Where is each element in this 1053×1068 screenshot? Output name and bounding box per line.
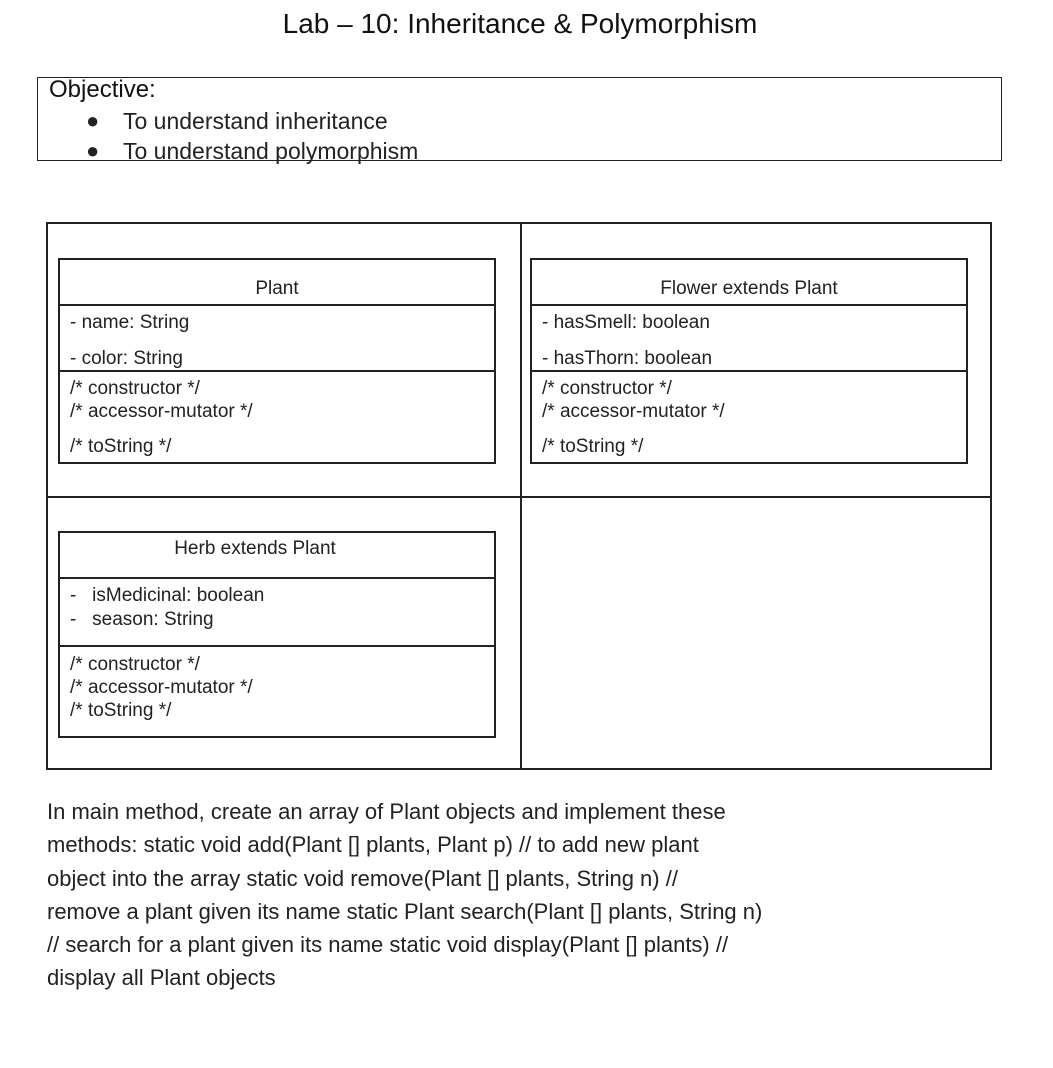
objective-item — [86, 136, 418, 166]
instructions-paragraph — [47, 795, 847, 995]
uml-class-plant — [58, 258, 496, 464]
instruction-line: // search for a plant given its name static void display(Plant [] plants) // — [47, 932, 729, 958]
instruction-line: display all Plant objects — [47, 965, 276, 991]
objective-heading: Objective: — [49, 76, 156, 103]
instruction-line: methods: static void add(Plant [] plants, Plant p) // to add new plant — [47, 832, 699, 858]
uml-class-flower — [530, 258, 968, 464]
uml-class-name-section — [532, 260, 966, 304]
uml-attribute: - season: String — [70, 609, 214, 630]
uml-method: /* accessor-mutator */ — [70, 401, 253, 422]
uml-class-name: Plant — [255, 278, 299, 299]
uml-method: /* constructor */ — [542, 378, 672, 399]
uml-attribute: - color: String — [70, 348, 183, 369]
instruction-line: object into the array static void remove(Plant [] plants, String n) // — [47, 865, 678, 891]
instruction-line: remove a plant given its name static Plant search(Plant [] plants, String n) — [47, 898, 763, 924]
uml-attributes-section — [532, 304, 966, 372]
bullet-icon: ● — [86, 108, 100, 133]
objective-item — [86, 106, 418, 136]
uml-methods-section — [60, 370, 494, 462]
objective-list — [86, 106, 418, 166]
objective-item-text: To understand inheritance — [123, 108, 388, 134]
empty-table-cell — [522, 498, 990, 768]
uml-class-herb — [58, 531, 496, 738]
uml-attribute: - hasThorn: boolean — [542, 348, 713, 369]
objective-box — [37, 76, 1002, 164]
uml-class-name-section — [60, 260, 494, 304]
uml-class-name-section — [60, 533, 494, 577]
instruction-line: In main method, create an array of Plant objects and implement these — [47, 799, 726, 824]
uml-attribute: - name: String — [70, 312, 190, 333]
objective-item-text: To understand polymorphism — [123, 138, 419, 164]
uml-method: /* accessor-mutator */ — [70, 677, 253, 698]
uml-attribute: - isMedicinal: boolean — [70, 585, 265, 606]
uml-attribute: - hasSmell: boolean — [542, 312, 710, 333]
uml-attributes-section — [60, 577, 494, 647]
uml-methods-section — [60, 645, 494, 736]
uml-method: /* constructor */ — [70, 654, 200, 675]
uml-method: /* toString */ — [542, 436, 644, 457]
uml-method: /* toString */ — [70, 700, 172, 721]
page-title: Lab – 10: Inheritance & Polymorphism — [282, 8, 758, 39]
uml-method: /* constructor */ — [70, 378, 200, 399]
class-diagram-table — [46, 222, 992, 770]
uml-method: /* toString */ — [70, 436, 172, 457]
uml-attributes-section — [60, 304, 494, 372]
uml-class-name: Flower extends Plant — [660, 278, 838, 299]
uml-method: /* accessor-mutator */ — [542, 401, 725, 422]
bullet-icon: ● — [86, 138, 100, 163]
uml-methods-section — [532, 370, 966, 462]
uml-class-name: Herb extends Plant — [174, 538, 336, 559]
